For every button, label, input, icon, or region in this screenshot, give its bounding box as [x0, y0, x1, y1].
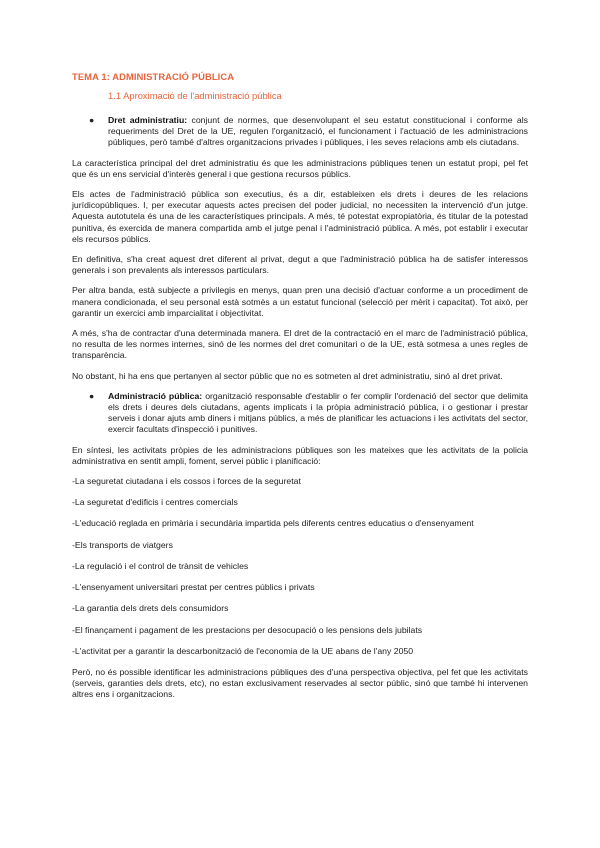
page-title: TEMA 1: ADMINISTRACIÓ PÚBLICA	[72, 71, 235, 82]
paragraph: Els actes de l'administració pública son executius, és a dir, estableixen els drets i deures de les relacions jurídicopúbliques. I, per executar aquests actes precisen del poder judicial, no necessiten la intervenció d'un jutge. Aquesta autotutela és una de les característiques principals. A més, té potestat expropiatòria, és titular de la potestad punitiva, és exercida de manera compartida amb el jutge penal i l'administració pública. A més, pot establir i executar els recursos públics.	[72, 189, 528, 244]
list-item: -La garantia dels drets dels consumidors	[72, 603, 229, 614]
bullet-icon: ●	[89, 115, 95, 125]
bullet-icon: ●	[89, 390, 95, 401]
list-item: -La seguretat d'edificis i centres comercials	[72, 497, 238, 508]
list-item: -L'educació reglada en primària i secundària impartida pels diferents centres educatius o d'ensenyament	[72, 518, 474, 529]
bullet-paragraph	[108, 115, 528, 149]
list-item: -La seguretat ciutadana i els cossos i forces de la seguretat	[72, 476, 301, 487]
list-item: -El finançament i pagament de les prestacions per desocupació o les pensions dels jubilats	[72, 624, 423, 635]
list-item: -L'activitat per a garantir la descarbonització de l'economia de la UE abans de l'any 2050	[72, 645, 414, 656]
paragraph: A més, s'ha de contractar d'una determinada manera. El dret de la contractació en el marc de l'administració pública, no resulta de les normes internes, sinó de les normes del dret comunitari o de la UE, està sotmesa a unes regles de transparència.	[72, 328, 528, 361]
bullet-administracio-publica	[72, 391, 528, 436]
bullet-text: conjunt de normes, que desenvolupant el seu estatut constitucional i conforme als requeriments del Dret de la UE, regulen l'organització, el funcionament i l'actuació de les administracions públiques, però també d'altres organitzacions privades i públiques, i les seves relacions amb els ciutadans.	[108, 115, 528, 148]
bullet-dret-administratiu	[72, 115, 528, 149]
list-item: -L'ensenyament universitari prestat per centres públics i privats	[72, 582, 315, 593]
section-subtitle: 1.1 Aproximació de l'administració pública	[108, 90, 282, 101]
paragraph: No obstant, hi ha ens que pertanyen al sector públic que no es sotmeten al dret administratiu, sinó al dret privat.	[72, 370, 503, 381]
paragraph: Però, no és possible identificar les administracions públiques des d'una perspectiva objectiva, pel fet que les activitats (serveis, garanties dels drets, etc), no estan exclusivament reservades al sector públic, sinó que també hi intervenen altres ens i organitzacions.	[72, 666, 528, 700]
paragraph: En síntesi, les activitats pròpies de les administracions públiques son les mateixes que les activitats de la policia administrativa en sentit ampli, foment, servei públic i planificació:	[72, 444, 528, 466]
bullet-term: Administració pública:	[108, 390, 203, 401]
paragraph: La característica principal del dret administratiu és que les administracions públiques tenen un estatut propi, pel fet que és un ens servicial d'interès general i que gestiona recursos públics.	[72, 157, 528, 179]
paragraph: Per altra banda, està subjecte a privilegis en menys, quan pren una decisió d'actuar conforme a un procediment de manera condicionada, el seu personal està sotmès a un estatut funcional (selecció per mèrit i capacitat). Tot això, per garantir un exercici amb imparcialitat i objectivitat.	[72, 285, 528, 318]
bullet-paragraph	[108, 391, 528, 436]
bullet-text: organització responsable d'establir o fer complir l'ordenació del sector que delimita els drets i deures dels ciutadans, agents implicats i la pròpia administració pública, i o gestionar i prestar serveis i donar ajuts amb diners i mitjans públics, a més de planificar les actuacions i les activitats del sector, exercir facultats d'inspecció i punitives.	[108, 390, 528, 435]
bullet-term: Dret administratiu:	[108, 115, 188, 125]
list-item: -La regulació i el control de trànsit de vehicles	[72, 560, 249, 571]
list-item: -Els transports de viatgers	[72, 539, 173, 550]
paragraph: En definitiva, s'ha creat aquest dret diferent al privat, degut a que l'administració pública ha de satisfer interessos generals i son prevalents als interessos particulars.	[72, 254, 528, 276]
